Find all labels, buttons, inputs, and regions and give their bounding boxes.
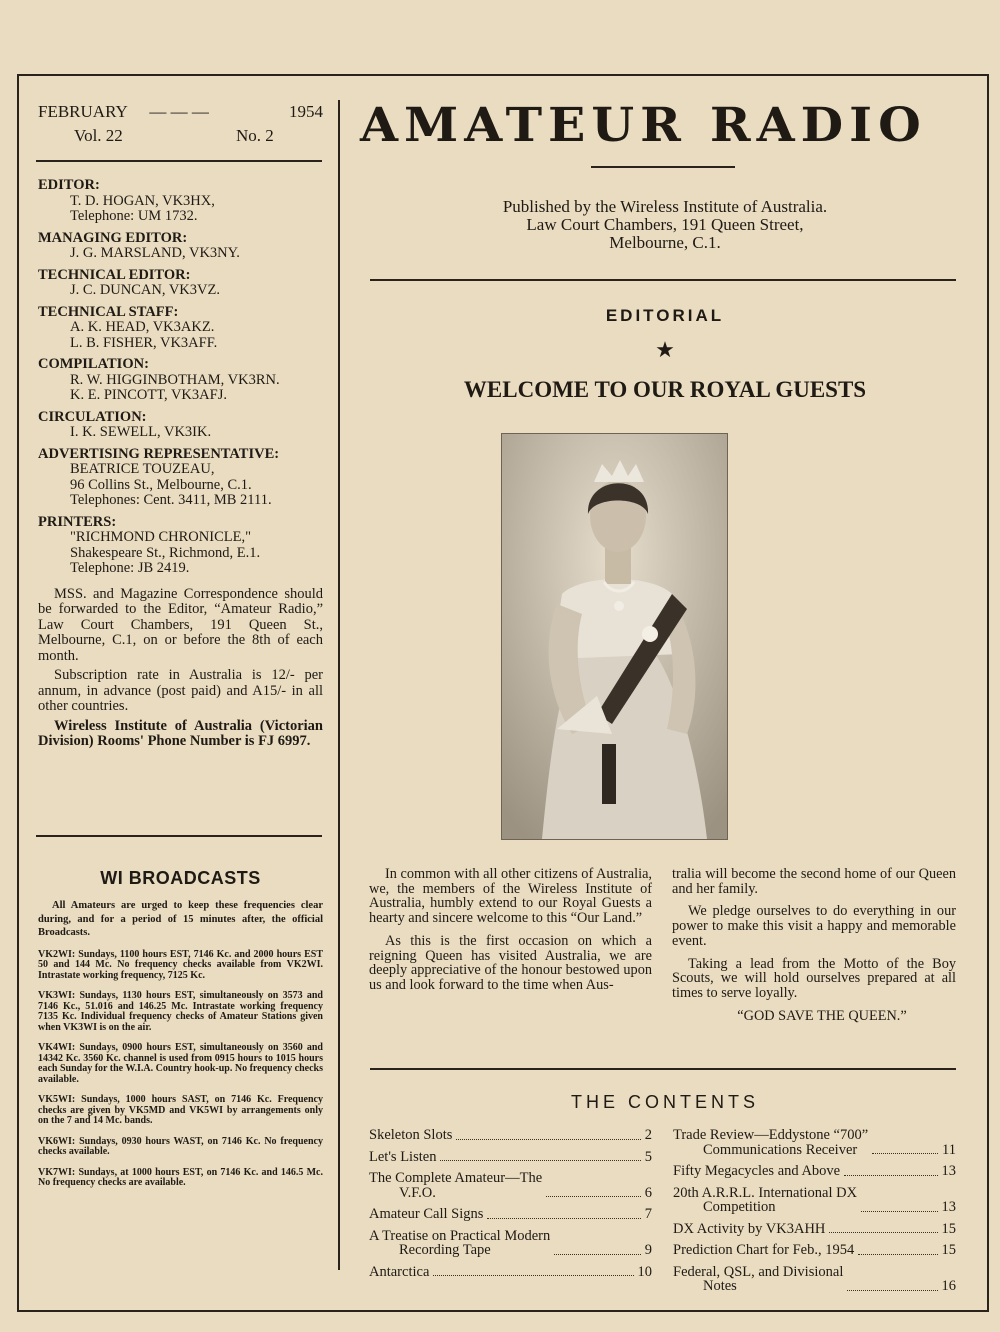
broadcast-station: VK2WI: Sundays, 1100 hours EST, 7146 Kc. and 2000 hours EST 50 and 144 Mc. No frequency checks available from VK2WI. Intrastate working frequency, 7125 Kc. xyxy=(38,948,323,981)
issue-dashes: — — — xyxy=(149,102,209,121)
staff-role: PRINTERS: xyxy=(38,513,117,530)
contents-title-line: Fifty Megacycles and Above xyxy=(673,1163,841,1179)
editorial-paragraph: Taking a lead from the Motto of the Boy Scouts, we will hold ourselves prepared at all times to serve loyally. xyxy=(672,955,956,1001)
wi-broadcasts-intro: All Amateurs are urged to keep these frequencies clear during, and for a period of 15 minutes after, the official Broadcasts. xyxy=(38,900,323,938)
leader-dots xyxy=(546,1196,641,1197)
contents-page-number: 13 xyxy=(941,1199,956,1215)
editorial-paragraph: “GOD SAVE THE QUEEN.” xyxy=(737,1007,907,1024)
contents-title-line: Trade Review—Eddystone “700” xyxy=(673,1127,869,1143)
staff-role: TECHNICAL STAFF: xyxy=(38,303,179,320)
contents-title-line: DX Activity by VK3AHH xyxy=(673,1220,826,1237)
broadcast-station: VK5WI: Sundays, 1000 hours SAST, on 7146 Kc. Frequency checks are given by VK5MD and VK5WI by arrangements only on the 7 and 14 Mc. bands. xyxy=(38,1094,323,1126)
contents-title xyxy=(673,1243,854,1258)
contents-entry xyxy=(369,1229,652,1258)
issue-volume xyxy=(74,125,294,147)
issue-number: No. 2 xyxy=(236,126,274,145)
contents-title-line: Antarctica xyxy=(369,1263,430,1280)
contents-title xyxy=(673,1265,843,1294)
contents-title-continuation: Communications Receiver xyxy=(703,1141,858,1158)
contents-page-number: 6 xyxy=(644,1184,652,1201)
staff-name-line: "RICHMOND CHRONICLE," xyxy=(70,529,252,545)
contents-entry xyxy=(673,1243,956,1258)
leader-dots xyxy=(456,1139,640,1140)
contents-title xyxy=(673,1128,868,1157)
staff-name-line: L. B. FISHER, VK3AFF. xyxy=(70,334,218,351)
contents-entry xyxy=(673,1164,956,1179)
leader-dots xyxy=(829,1232,937,1233)
contents-entry xyxy=(369,1128,652,1143)
contents-page-number: 11 xyxy=(942,1141,956,1158)
leader-dots xyxy=(861,1211,937,1212)
broadcast-station: VK4WI: Sundays, 0900 hours EST, simultaneously on 3560 and 14342 Kc. 3560 Kc. channel is used from 0915 hours to 1015 hours each Sunday for the W.I.A. Country hook-up. No frequency checks available. xyxy=(38,1042,323,1085)
contents-title-continuation: Recording Tape xyxy=(399,1242,491,1258)
contents-title-line: Let's Listen xyxy=(369,1148,437,1165)
contents-entry xyxy=(673,1128,956,1157)
staff-list xyxy=(38,178,323,750)
staff-name-line: Telephone: UM 1732. xyxy=(70,208,198,224)
staff-name-line: T. D. HOGAN, VK3HX, xyxy=(70,192,215,209)
leader-dots xyxy=(847,1290,937,1291)
publisher-line: Published by the Wireless Institute of Australia. xyxy=(502,197,828,216)
contents-title xyxy=(369,1229,550,1258)
contents-page-number: 13 xyxy=(941,1163,956,1179)
staff-name-line: BEATRICE TOUZEAU, xyxy=(70,461,215,477)
contents-entry xyxy=(369,1207,652,1222)
contents-title-continuation: Notes xyxy=(703,1278,737,1294)
contents-entry xyxy=(673,1222,956,1237)
staff-role: TECHNICAL EDITOR: xyxy=(38,266,191,283)
contents-title xyxy=(673,1222,825,1237)
contents-title xyxy=(369,1150,436,1165)
staff-name-line: 96 Collins St., Melbourne, C.1. xyxy=(70,476,252,493)
broadcast-station: VK7WI: Sundays, at 1000 hours EST, on 7146 Kc. and 146.5 Mc. No frequency checks are available. xyxy=(38,1166,323,1188)
publisher-rule xyxy=(370,279,956,281)
staff-name-line: A. K. HEAD, VK3AKZ. xyxy=(70,319,215,335)
staff-name-line: J. C. DUNCAN, VK3VZ. xyxy=(70,282,220,298)
contents-title-continuation: V.F.O. xyxy=(399,1184,436,1201)
mss-note: MSS. and Magazine Correspondence should be forwarded to the Editor, “Amateur Radio,” Law Court Chambers, 191 Queen St., Melbourne, C.1, on or before the 8th of each month. xyxy=(38,585,323,664)
staff-name-line: R. W. HIGGINBOTHAM, VK3RN. xyxy=(70,371,280,388)
contents-title-line: Federal, QSL, and Divisional xyxy=(673,1263,844,1280)
contents-entry xyxy=(673,1265,956,1294)
staff-name-line: I. K. SEWELL, VK3IK. xyxy=(70,424,212,440)
staff-role: CIRCULATION: xyxy=(38,408,147,425)
queen-portrait-image xyxy=(501,433,728,840)
magazine-title: AMATEUR RADIO xyxy=(360,97,927,153)
staff-name-line: Shakespeare St., Richmond, E.1. xyxy=(70,544,261,561)
rooms-phone-note: Wireless Institute of Australia (Victorian Division) Rooms' Phone Number is FJ 6997. xyxy=(38,717,323,749)
editorial-column-1 xyxy=(369,867,652,1001)
leader-dots xyxy=(844,1175,937,1176)
wi-broadcasts-heading: WI BROADCASTS xyxy=(100,868,261,888)
header-rule xyxy=(36,160,322,162)
leader-dots xyxy=(554,1254,641,1255)
issue-month: FEBRUARY xyxy=(38,102,128,121)
contents-left xyxy=(369,1128,652,1286)
contents-title xyxy=(369,1207,483,1222)
staff-name-line: Telephone: JB 2419. xyxy=(70,560,190,576)
publisher-block xyxy=(370,198,960,252)
leader-dots xyxy=(858,1254,937,1255)
broadcast-station: VK3WI: Sundays, 1130 hours EST, simultaneously on 3573 and 7146 Kc., 51.016 and 146.25 Mc. Intrastate working frequency 7135 Kc. Individual frequency checks of Amateur Stations given when VK3WI is on the air. xyxy=(38,990,323,1033)
contents-title xyxy=(673,1164,840,1179)
address-line-1: Law Court Chambers, 191 Queen Street, xyxy=(526,215,804,234)
contents-title-line: The Complete Amateur—The xyxy=(369,1170,543,1186)
leader-dots xyxy=(433,1275,633,1276)
editorial-paragraph: In common with all other citizens of Australia, we, the members of the Wireless Institute of Australia, humbly extend to our Royal Guests a hearty and sincere welcome to this “Our Land.” xyxy=(369,866,652,927)
contents-entry xyxy=(673,1186,956,1215)
leader-dots xyxy=(487,1218,640,1219)
contents-title xyxy=(369,1171,542,1200)
broadcast-station: VK6WI: Sundays, 0930 hours WAST, on 7146 Kc. No frequency checks available. xyxy=(38,1135,323,1157)
contents-heading: THE CONTENTS xyxy=(570,1092,759,1112)
contents-page-number: 7 xyxy=(644,1206,652,1222)
contents-entry xyxy=(369,1171,652,1200)
portrait-illustration xyxy=(502,434,727,839)
contents-page-number: 10 xyxy=(637,1263,652,1280)
issue-date xyxy=(38,101,323,123)
staff-name-line: J. G. MARSLAND, VK3NY. xyxy=(70,245,240,261)
issue-year: 1954 xyxy=(289,102,323,121)
contents-title-line: 20th A.R.R.L. International DX xyxy=(673,1184,858,1201)
editorial-headline: WELCOME TO OUR ROYAL GUESTS xyxy=(463,377,867,402)
staff-role: ADVERTISING REPRESENTATIVE: xyxy=(38,445,280,462)
title-rule xyxy=(591,166,735,168)
contents-title-line: Prediction Chart for Feb., 1954 xyxy=(673,1242,855,1258)
staff-role: COMPILATION: xyxy=(38,356,149,372)
contents-right xyxy=(673,1128,956,1301)
staff-name-line: K. E. PINCOTT, VK3AFJ. xyxy=(70,387,227,403)
editorial-paragraph: We pledge ourselves to do everything in our power to make this visit a happy and memorable event. xyxy=(672,903,956,949)
subscription-note: Subscription rate in Australia is 12/- per annum, in advance (post paid) and A15/- in all other countries. xyxy=(38,667,323,714)
editorial-rule xyxy=(370,1068,956,1070)
station-list xyxy=(38,950,323,1189)
editorial-column-2 xyxy=(672,867,956,1031)
contents-page-number: 16 xyxy=(941,1278,956,1294)
contents-title xyxy=(673,1186,857,1215)
contents-page-number: 2 xyxy=(644,1127,652,1143)
contents-title xyxy=(369,1128,452,1143)
editorial-label: EDITORIAL xyxy=(605,306,725,325)
volume-number: Vol. 22 xyxy=(74,126,123,145)
leader-dots xyxy=(872,1153,938,1154)
column-divider xyxy=(338,100,340,1270)
contents-page-number: 9 xyxy=(644,1242,652,1258)
staff-role: MANAGING EDITOR: xyxy=(38,229,188,246)
contents-title-continuation: Competition xyxy=(703,1199,776,1215)
contents-title-line: Amateur Call Signs xyxy=(369,1206,484,1222)
contents-entry xyxy=(369,1265,652,1280)
staff-rule xyxy=(36,835,322,837)
contents-title xyxy=(369,1265,429,1280)
contents-page-number: 5 xyxy=(644,1148,652,1165)
star-icon: ★ xyxy=(655,337,675,362)
contents-page-number: 15 xyxy=(941,1220,956,1237)
address-line-2: Melbourne, C.1. xyxy=(609,233,721,252)
contents-entry xyxy=(369,1150,652,1165)
leader-dots xyxy=(440,1160,640,1161)
staff-name-line: Telephones: Cent. 3411, MB 2111. xyxy=(70,492,272,508)
wi-broadcasts xyxy=(38,868,323,1189)
editorial-paragraph: As this is the first occasion on which a reigning Queen has visited Australia, we are deeply appreciative of the honour bestowed upon us and look forward to the time when Aus- xyxy=(369,932,652,993)
editorial-paragraph: tralia will become the second home of our Queen and her family. xyxy=(672,866,956,897)
staff-role: EDITOR: xyxy=(38,177,100,193)
contents-title-line: A Treatise on Practical Modern xyxy=(369,1227,551,1244)
contents-page-number: 15 xyxy=(941,1242,956,1258)
contents-title-line: Skeleton Slots xyxy=(369,1127,453,1143)
